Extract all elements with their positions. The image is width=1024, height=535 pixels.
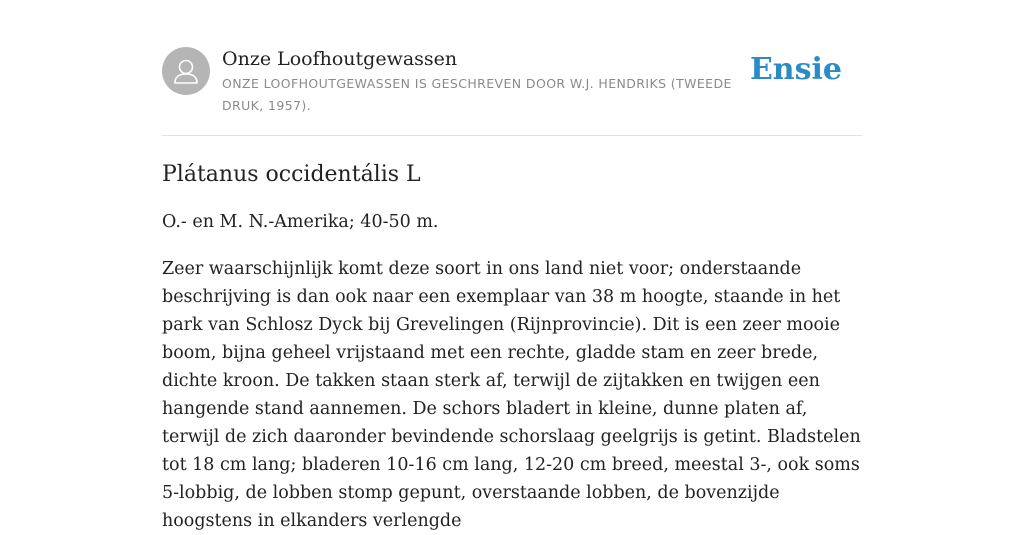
source-avatar[interactable] [162, 47, 210, 95]
source-title[interactable]: Onze Loofhoutgewassen [222, 48, 458, 70]
source-description: ONZE LOOFHOUTGEWASSEN IS GESCHREVEN DOOR W.J. HENDRIKS (TWEEDE DRUK, 1957). [222, 76, 732, 113]
entry-subtitle: O.- en M. N.-Amerika; 40-50 m. [162, 212, 439, 232]
entry-body: Zeer waarschijnlijk komt deze soort in ons land niet voor; onderstaande beschrijving is dan ook naar een exemplaar van 38 m hoogte, staande in het park van Schlosz Dyck bij Grevelingen (Rijnprovincie). Dit is een zeer mooie boom, bijna geheel vrijstaand met een rechte, gladde stam en zeer brede, dichte kroon. De takken staan sterk af, terwijl de zijtakken en twijgen een hangende stand aannemen. De schors bladert in kleine, dunne platen af, terwijl de zich daaronder bevindende schorslaag geelgrijs is getint. Bladstelen tot 18 cm lang; bladeren 10-16 cm lang, 12-20 cm breed, meestal 3-, ook soms 5-lobbig, de lobben stomp gepunt, overstaande lobben, de bovenzijde hoogstens in elkanders verlengde [162, 259, 861, 531]
user-icon [162, 47, 210, 95]
article [162, 158, 864, 535]
entry-title: Plátanus occidentális L [162, 162, 421, 187]
header-divider [162, 135, 862, 136]
source-header [162, 47, 862, 117]
ensie-logo[interactable]: Ensie [749, 52, 842, 87]
